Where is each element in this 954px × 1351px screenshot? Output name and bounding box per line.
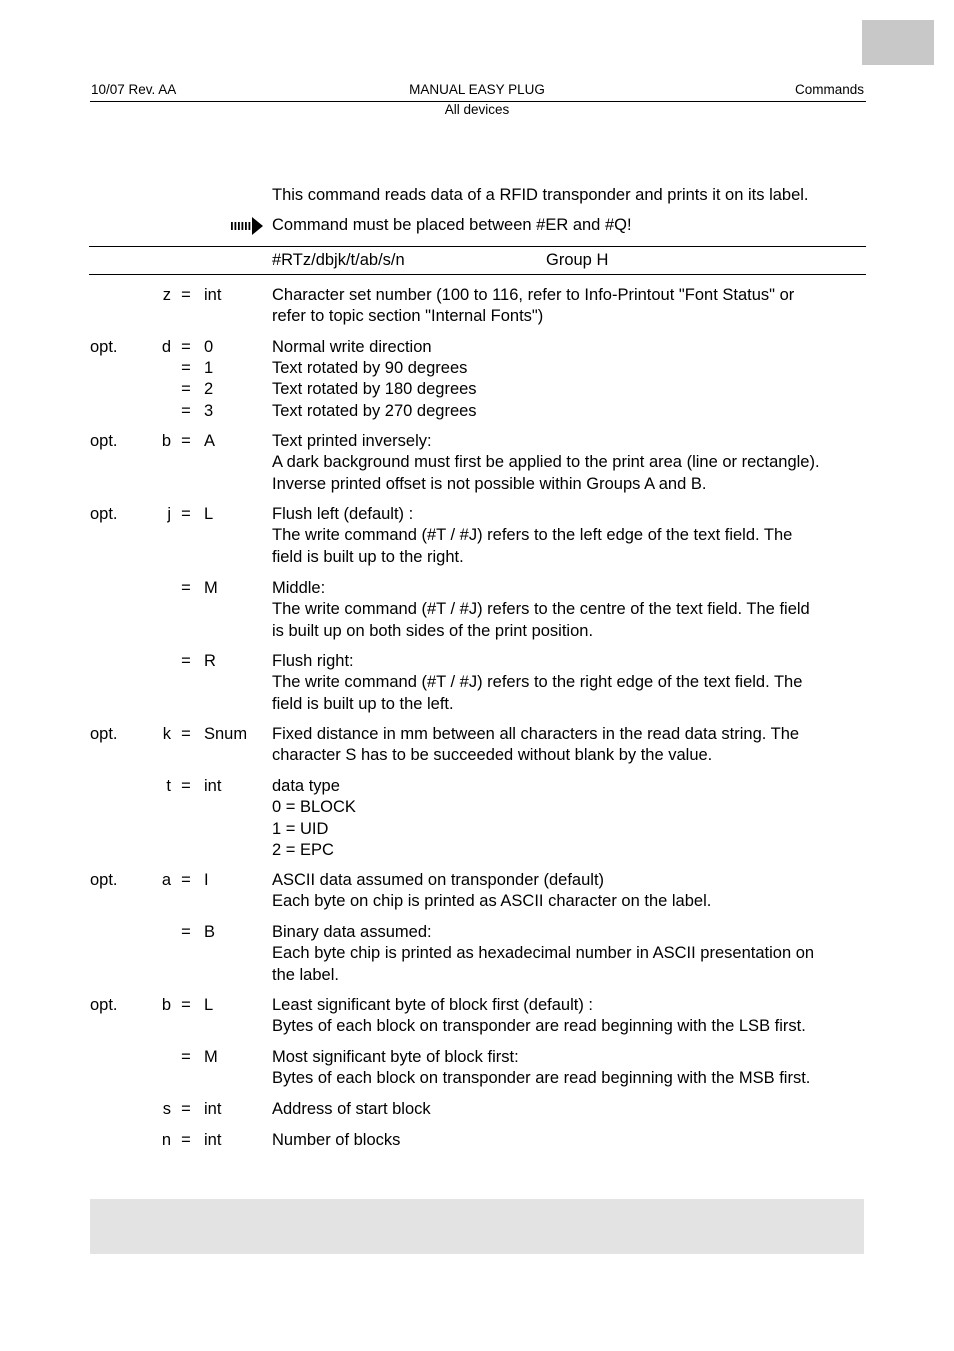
parameter-equals: = <box>181 871 191 889</box>
parameter-variable: n <box>161 1131 171 1149</box>
parameter-equals: = <box>181 402 191 420</box>
parameter-optional-flag: opt. <box>90 338 118 356</box>
parameter-optional-flag: opt. <box>90 505 118 523</box>
description-line: the label. <box>272 965 339 984</box>
description-line: field is built up to the left. <box>272 694 454 713</box>
parameter-equals: = <box>181 652 191 670</box>
parameter-description <box>272 504 862 568</box>
description-line: Character set number (100 to 116, refer to Info-Printout "Font Status" or <box>272 286 795 304</box>
description-line: Most significant byte of block first: <box>272 1048 519 1066</box>
parameter-optional-flag: opt. <box>90 725 118 743</box>
parameter-description <box>272 995 862 1038</box>
description-line: Number of blocks <box>272 1131 401 1149</box>
description-line: Address of start block <box>272 1100 431 1118</box>
description-line: Text rotated by 90 degrees <box>272 359 468 377</box>
parameter-optional-flag: opt. <box>90 871 118 889</box>
parameter-variable: d <box>161 338 171 356</box>
footer-bar <box>90 1199 864 1254</box>
description-line: field is built up to the right. <box>272 547 464 566</box>
header-manual-title: MANUAL EASY PLUG <box>409 82 545 97</box>
parameter-value: L <box>204 505 214 523</box>
description-line: Least significant byte of block first (default) : <box>272 996 593 1014</box>
description-line: Fixed distance in mm between all characters in the read data string. The <box>272 725 800 743</box>
parameter-description <box>272 776 862 861</box>
parameter-equals: = <box>181 1048 191 1066</box>
description-line: 0 = BLOCK <box>272 798 356 817</box>
description-line: Text rotated by 270 degrees <box>272 402 477 420</box>
parameter-variable: t <box>166 777 171 795</box>
parameter-equals: = <box>181 923 191 941</box>
arrow-pointer-icon <box>231 216 265 236</box>
parameter-description <box>272 1130 862 1151</box>
description-line: The write command (#T / #J) refers to the centre of the text field. The field <box>272 600 810 619</box>
parameter-value: M <box>204 1048 218 1066</box>
note-text: Command must be placed between #ER and #Q! <box>272 216 632 234</box>
parameter-description <box>272 431 862 495</box>
parameter-equals: = <box>181 579 191 597</box>
parameter-variable: b <box>161 996 171 1014</box>
parameter-value: R <box>204 652 216 670</box>
description-line: Binary data assumed: <box>272 923 432 941</box>
description-line: Flush right: <box>272 652 354 670</box>
parameter-equals: = <box>181 380 191 398</box>
parameter-description <box>272 922 862 986</box>
header-subtitle: All devices <box>444 102 510 117</box>
parameter-variable: k <box>162 725 171 743</box>
description-line: Each byte chip is printed as hexadecimal number in ASCII presentation on <box>272 944 815 963</box>
parameter-description <box>272 724 862 767</box>
parameter-value: M <box>204 579 218 597</box>
parameter-description <box>272 578 862 642</box>
corner-tab <box>862 20 934 65</box>
parameter-value: int <box>204 1131 222 1149</box>
parameter-optional-flag: opt. <box>90 996 118 1014</box>
parameter-description <box>272 1099 862 1120</box>
description-line: character S has to be succeeded without blank by the value. <box>272 746 713 765</box>
description-line: Text rotated by 180 degrees <box>272 380 477 398</box>
parameter-value: int <box>204 777 222 795</box>
parameter-description <box>272 1047 862 1090</box>
parameter-value: Snum <box>204 725 248 743</box>
command-group: Group H <box>546 251 609 269</box>
description-line: The write command (#T / #J) refers to the right edge of the text field. The <box>272 673 803 692</box>
parameter-description <box>272 401 862 422</box>
parameter-value: int <box>204 1100 222 1118</box>
parameter-description <box>272 379 862 400</box>
description-line: Bytes of each block on transponder are read beginning with the MSB first. <box>272 1069 811 1088</box>
description-line: The write command (#T / #J) refers to the left edge of the text field. The <box>272 526 793 545</box>
parameter-optional-flag: opt. <box>90 432 118 450</box>
parameter-value: L <box>204 996 214 1014</box>
command-syntax: #RTz/dbjk/t/ab/s/n <box>272 251 405 269</box>
parameter-equals: = <box>181 432 191 450</box>
header-revision: 10/07 Rev. AA <box>91 82 177 97</box>
parameter-value: int <box>204 286 222 304</box>
description-line: is built up on both sides of the print position. <box>272 621 594 640</box>
parameter-value: A <box>204 432 216 450</box>
description-line: Text printed inversely: <box>272 432 432 450</box>
header-section: Commands <box>794 82 864 97</box>
description-line: Bytes of each block on transponder are read beginning with the LSB first. <box>272 1017 806 1036</box>
parameter-equals: = <box>181 359 191 377</box>
parameter-variable: s <box>162 1100 171 1118</box>
parameter-value: 0 <box>204 338 214 356</box>
parameter-description <box>272 870 862 913</box>
parameter-description <box>272 337 862 358</box>
description-line: Inverse printed offset is not possible within Groups A and B. <box>272 474 707 493</box>
parameter-value: 2 <box>204 380 214 398</box>
parameter-description <box>272 651 862 715</box>
parameter-equals: = <box>181 505 191 523</box>
parameter-equals: = <box>181 286 191 304</box>
parameter-value: B <box>204 923 216 941</box>
parameter-variable: a <box>161 871 171 889</box>
parameter-equals: = <box>181 996 191 1014</box>
parameter-value: I <box>204 871 209 889</box>
parameter-equals: = <box>181 1100 191 1118</box>
parameter-equals: = <box>181 338 191 356</box>
description-line: ASCII data assumed on transponder (default) <box>272 871 605 889</box>
parameter-equals: = <box>181 725 191 743</box>
description-line: refer to topic section "Internal Fonts") <box>272 307 544 326</box>
description-line: Middle: <box>272 579 326 597</box>
parameter-description <box>272 285 862 328</box>
description-line: A dark background must first be applied to the print area (line or rectangle). <box>272 453 820 472</box>
description-line: Each byte on chip is printed as ASCII character on the label. <box>272 892 712 911</box>
intro-text: This command reads data of a RFID transponder and prints it on its label. <box>272 186 809 204</box>
parameter-equals: = <box>181 777 191 795</box>
parameter-equals: = <box>181 1131 191 1149</box>
syntax-bottom-rule <box>89 274 866 275</box>
parameter-variable: j <box>167 505 171 523</box>
description-line: data type <box>272 777 340 795</box>
description-line: Flush left (default) : <box>272 505 414 523</box>
description-line: 2 = EPC <box>272 840 334 859</box>
syntax-top-rule <box>89 246 866 247</box>
parameter-value: 1 <box>204 359 214 377</box>
parameter-description <box>272 358 862 379</box>
description-line: 1 = UID <box>272 819 329 838</box>
parameter-value: 3 <box>204 402 214 420</box>
description-line: Normal write direction <box>272 338 432 356</box>
parameter-variable: b <box>161 432 171 450</box>
parameter-variable: z <box>162 286 171 304</box>
